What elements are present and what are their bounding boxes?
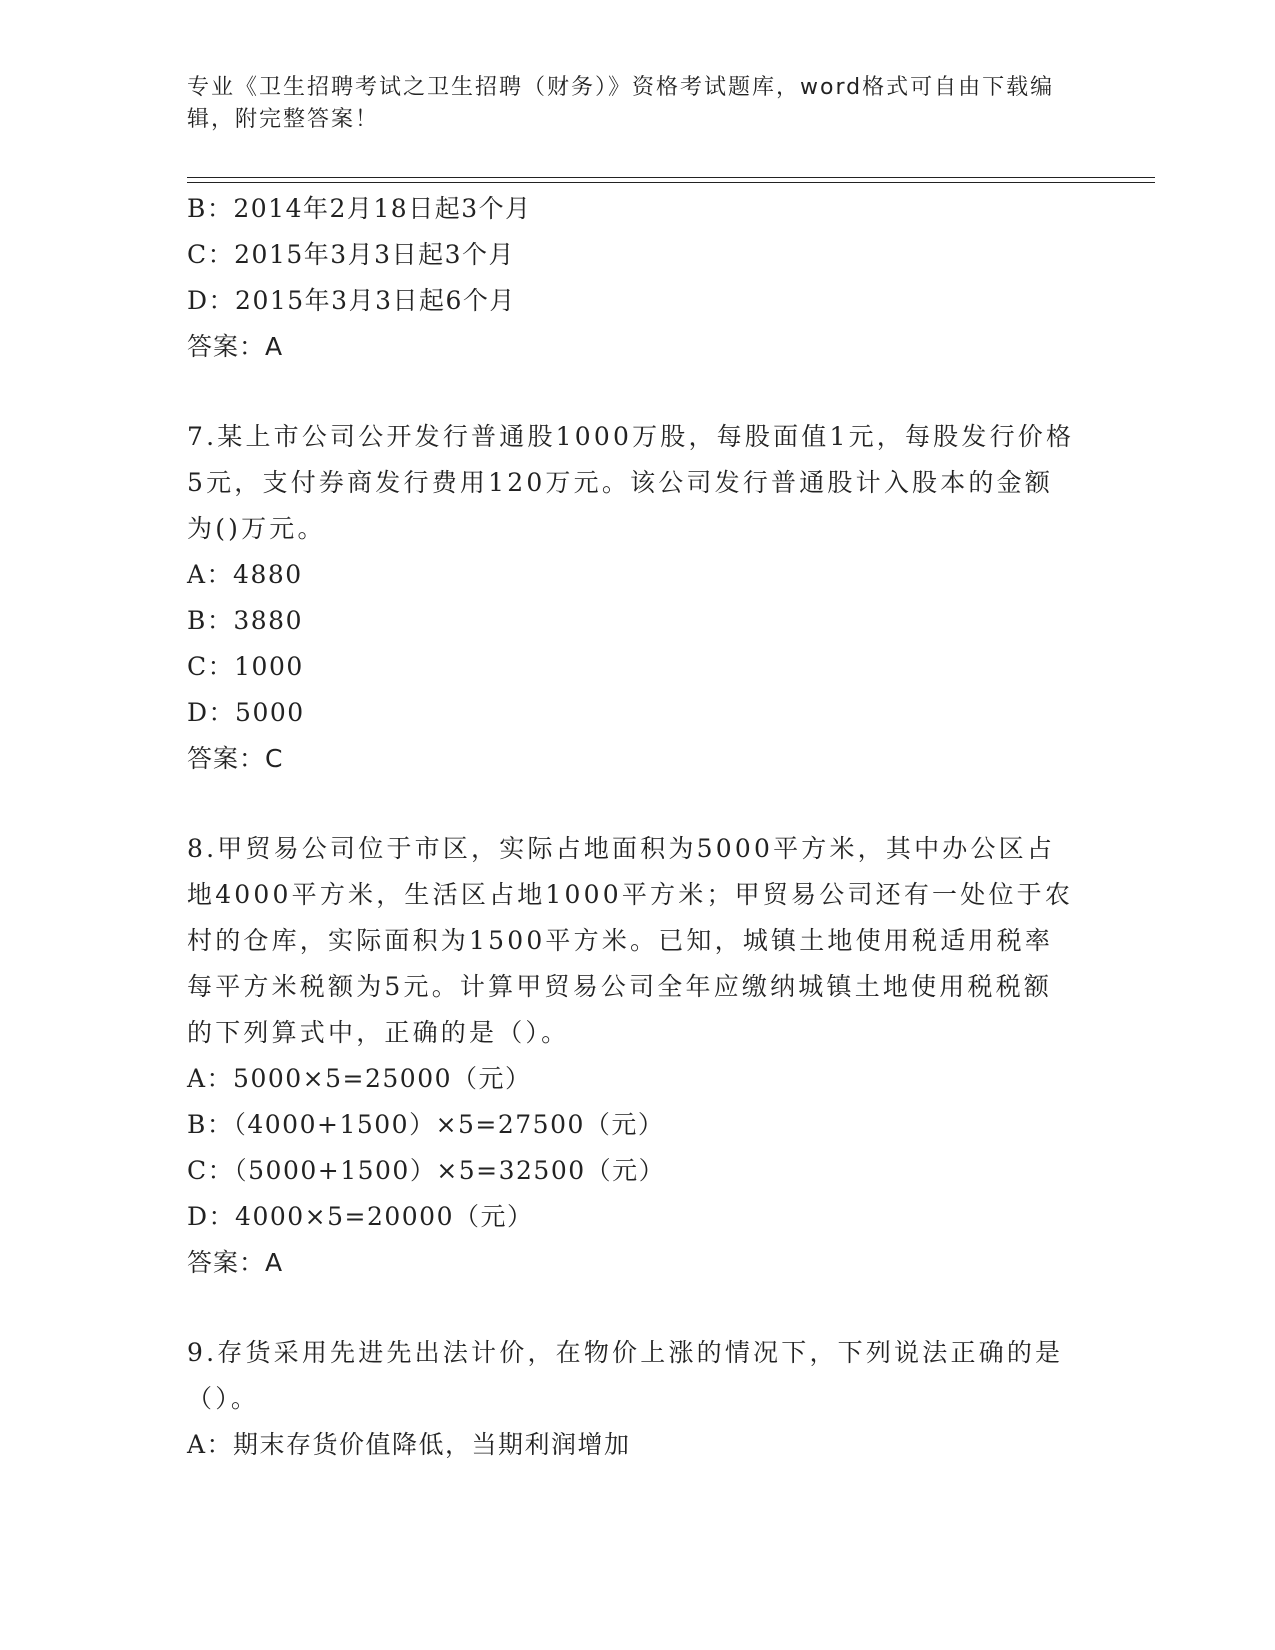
option-b: B：2014年2月18日起3个月 xyxy=(187,194,532,223)
question-text: 8.甲贸易公司位于市区，实际占地面积为5000平方米，其中办公区占地4000平方米，生活区占地1000平方米；甲贸易公司还有一处位于农村的仓库，实际面积为1500平方米。已知，城镇土地使用税适用税率每平方米税额为5元。计算甲贸易公司全年应缴纳城镇土地使用税税额的下列算式中，正确的是（）。 xyxy=(187,834,1074,1047)
option-a: A：4880 xyxy=(187,560,303,589)
option-c: C：2015年3月3日起3个月 xyxy=(187,240,515,269)
answer-line: 答案：A xyxy=(187,1248,284,1277)
option-b: B：3880 xyxy=(187,606,303,635)
option-a: A：5000×5=25000（元） xyxy=(187,1064,532,1093)
header-divider-top xyxy=(187,177,1155,178)
answer-line: 答案：A xyxy=(187,332,284,361)
question-6-tail xyxy=(187,186,1087,370)
header-divider-bottom xyxy=(187,182,1155,183)
spacer xyxy=(187,370,1087,414)
option-d: D：5000 xyxy=(187,698,305,727)
spacer xyxy=(187,782,1087,826)
answer-line: 答案：C xyxy=(187,744,284,773)
option-d: D：4000×5=20000（元） xyxy=(187,1202,534,1231)
question-8 xyxy=(187,826,1087,1286)
option-a: A：期末存货价值降低，当期利润增加 xyxy=(187,1430,631,1459)
question-text: 7.某上市公司公开发行普通股1000万股，每股面值1元，每股发行价格5元，支付券商发行费用120万元。该公司发行普通股计入股本的金额为()万元。 xyxy=(187,422,1075,543)
question-list xyxy=(187,186,1087,1468)
option-d: D：2015年3月3日起6个月 xyxy=(187,286,516,315)
question-9 xyxy=(187,1330,1087,1468)
question-text: 9.存货采用先进先出法计价，在物价上涨的情况下，下列说法正确的是（）。 xyxy=(187,1338,1064,1413)
option-c: C：（5000+1500）×5=32500（元） xyxy=(187,1156,666,1185)
question-7 xyxy=(187,414,1087,782)
document-header: 专业《卫生招聘考试之卫生招聘（财务）》资格考试题库，word格式可自由下载编辑，附完整答案！ xyxy=(187,75,1055,132)
spacer xyxy=(187,1286,1087,1330)
option-b: B：（4000+1500）×5=27500（元） xyxy=(187,1110,665,1139)
option-c: C：1000 xyxy=(187,652,304,681)
